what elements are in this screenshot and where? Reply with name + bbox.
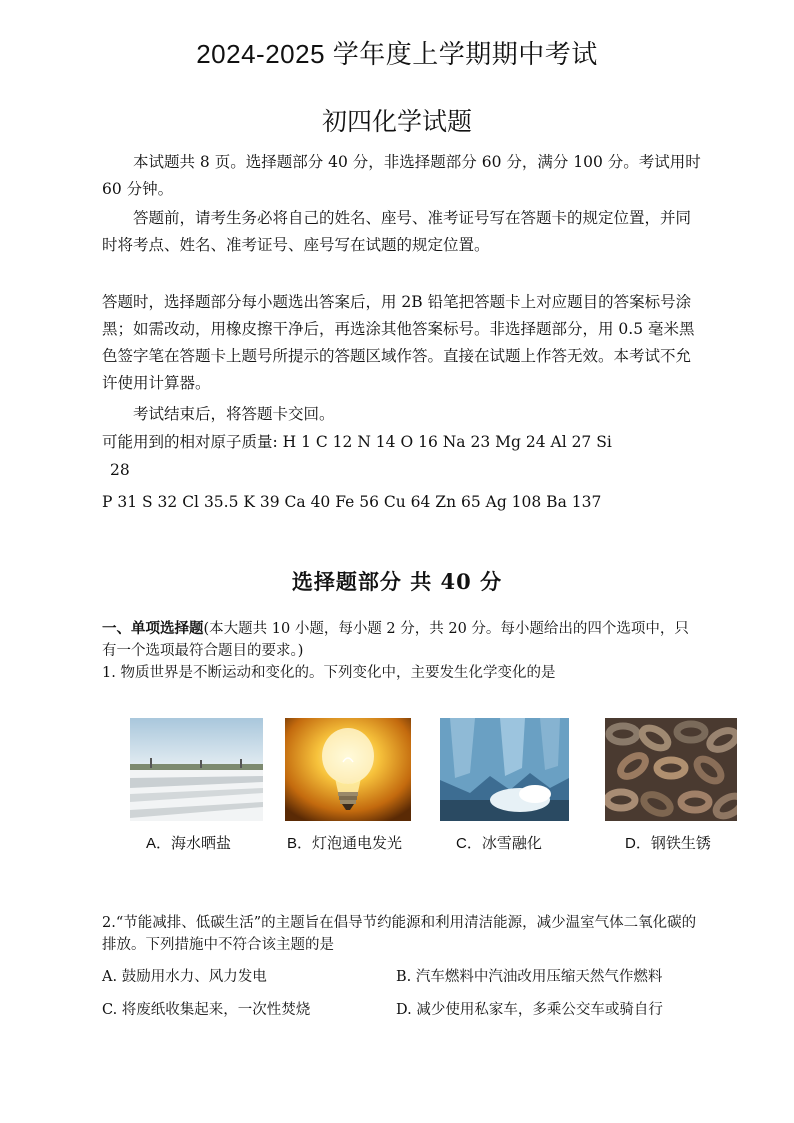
exam-subtitle: 初四化学试题 [321,107,472,136]
q1-option-c-caption: C．冰雪融化 [456,835,542,852]
light-bulb-photo [285,718,411,821]
part-one-header [102,618,702,662]
part-description: (本大题共 10 小题，每小题 2 分，共 20 分。每小题给出的四个选项中，只有一个选项最符合题目的要求。) [102,621,689,659]
q1-option-b-caption: B．灯泡通电发光 [287,835,403,852]
section-title: 选择题部分 共 40 分 [291,569,503,594]
part-label: 一、单项选择题 [102,620,204,637]
instruction-paragraph-1: 本试题共 8 页。选择题部分 40 分，非选择题部分 60 分，满分 100 分。考试用时 60 分钟。 [102,153,701,198]
q2-option-c: C. 将废纸收集起来，一次性焚烧 [102,1002,311,1018]
q1-option-d-caption: D．钢铁生锈 [625,835,711,852]
instruction-paragraph-2: 答题前，请考生务必将自己的姓名、座号、准考证号写在答题卡的规定位置，并同时将考点、姓名、准考证号、座号写在试题的规定位置。 [102,209,692,254]
melting-glacier-photo [440,718,569,821]
salt-field-photo [130,718,263,821]
question-1-stem: 1. 物质世界是不断运动和变化的。下列变化中，主要发生化学变化的是 [102,665,556,681]
atomic-mass-line-2: P 31 S 32 Cl 35.5 K 39 Ca 40 Fe 56 Cu 64 Zn 65 Ag 108 Ba 137 [102,493,602,511]
atomic-mass-line-1-wrap: 28 [110,461,130,479]
exam-title: 2024-2025 学年度上学期期中考试 [196,39,598,69]
q1-option-a-caption: A．海水晒盐 [146,835,232,852]
rusty-chain-photo [605,718,737,821]
q2-option-d: D. 减少使用私家车，多乘公交车或骑自行 [396,1002,663,1018]
q2-option-a: A. 鼓励用水力、风力发电 [102,969,267,985]
instruction-paragraph-3: 答题时，选择题部分每小题选出答案后，用 2B 铅笔把答题卡上对应题目的答案标号涂黑；如需改动，用橡皮擦干净后，再选涂其他答案标号。非选择题部分，用 0.5 毫米黑色签字笔在答题卡上题号所提示的答题区域作答。直接在试题上作答无效。本考试不允许使用计算器。 [102,293,695,392]
atomic-mass-line-1: 可能用到的相对原子质量: H 1 C 12 N 14 O 16 Na 23 Mg 24 Al 27 Si [102,433,612,451]
q2-option-b: B. 汽车燃料中汽油改用压缩天然气作燃料 [396,969,663,985]
question-2-stem: 2.“节能减排、低碳生活”的主题旨在倡导节约能源和利用清洁能源，减少温室气体二氧化碳的排放。下列措施中不符合该主题的是 [102,915,697,953]
instruction-paragraph-4: 考试结束后，将答题卡交回。 [133,405,335,423]
